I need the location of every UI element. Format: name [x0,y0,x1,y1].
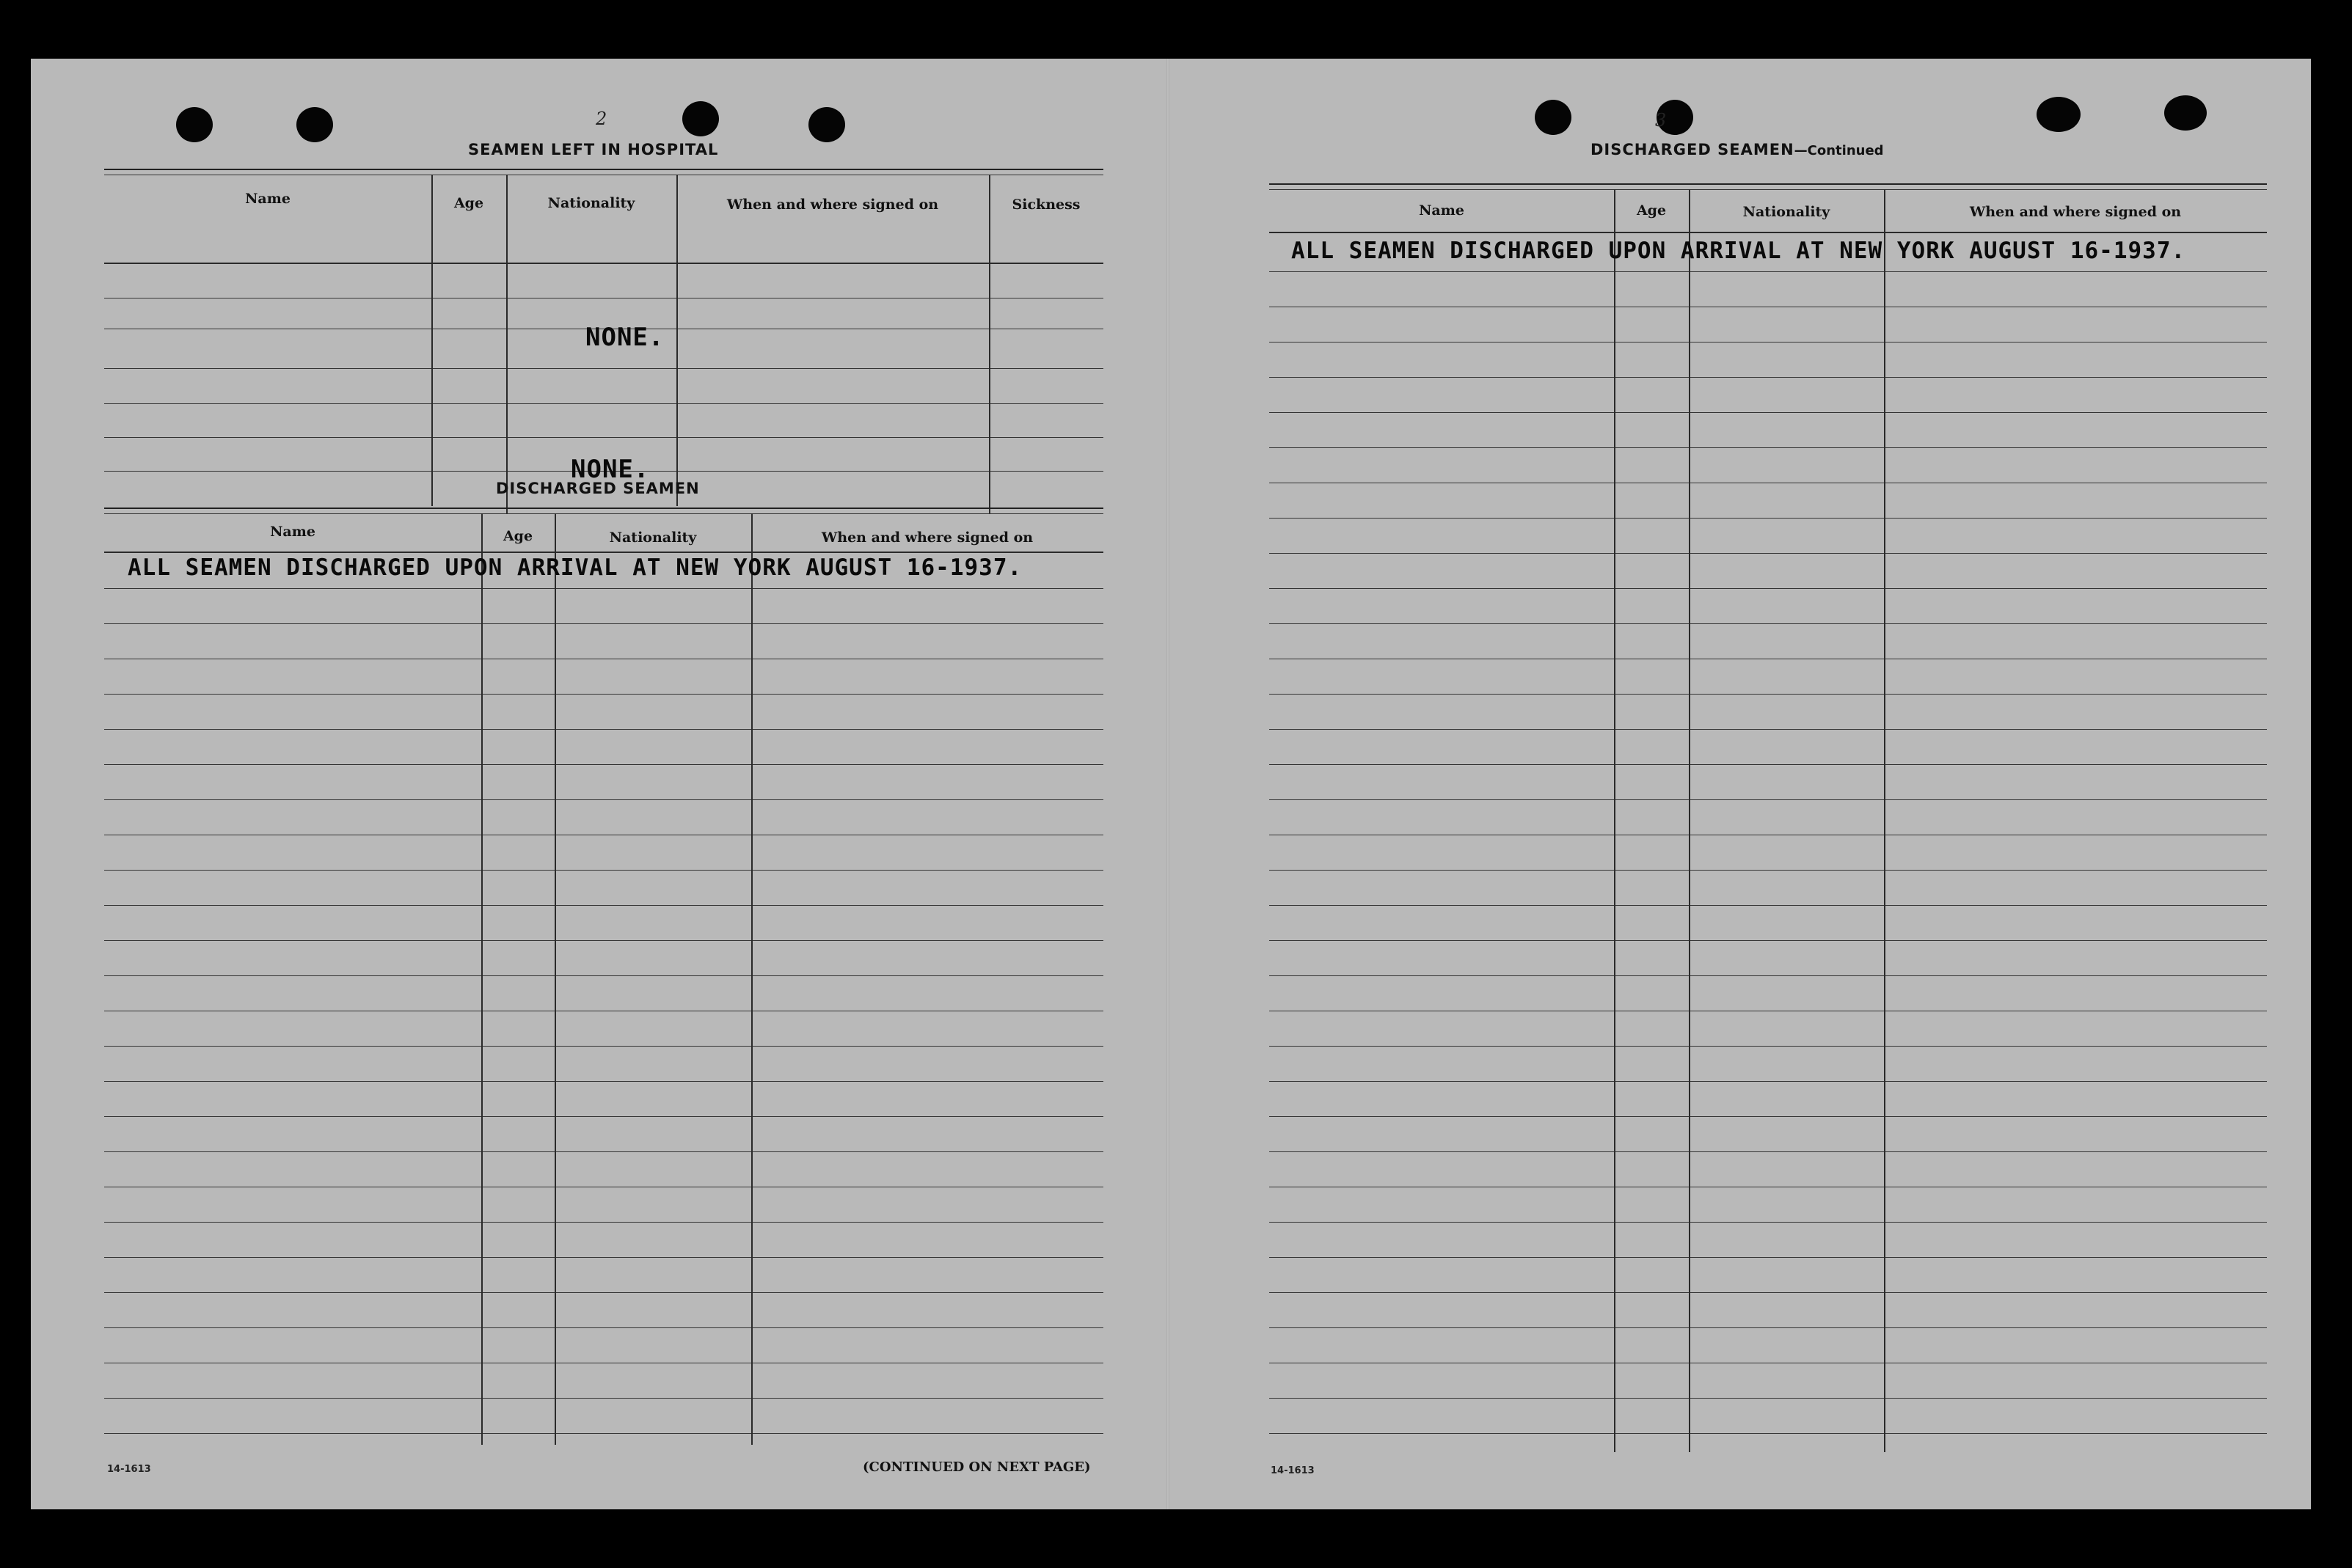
discharged-table-left [104,508,1103,1461]
discharged-continued-title [1590,141,1884,158]
column-header-signed-on: When and where signed on [726,197,939,213]
column-header-name: Name [245,191,291,207]
title-suffix: —Continued [1794,143,1884,158]
form-number: 14-1613 [107,1464,151,1475]
continued-note: (CONTINUED ON NEXT PAGE) [863,1459,1091,1475]
title-text: DISCHARGED SEAMEN [1590,141,1794,158]
discharged-entry: ALL SEAMEN DISCHARGED UPON ARRIVAL AT NEW YORK AUGUST 16-1937. [1291,238,2186,264]
column-header-age: Age [453,195,484,211]
page-number: 2 [596,109,607,129]
page-number: 3 [1655,110,1667,131]
right-page [1169,59,2311,1509]
column-header-nationality: Nationality [547,195,635,211]
hospital-table [104,169,1103,515]
discharged-section-title: DISCHARGED SEAMEN [496,480,700,497]
column-header-age: Age [1636,202,1667,219]
hospital-section-title: SEAMEN LEFT IN HOSPITAL [468,141,719,158]
column-header-nationality: Nationality [1742,204,1830,220]
column-header-nationality: Nationality [609,530,697,546]
column-header-name: Name [270,524,315,540]
column-header-signed-on: When and where signed on [1969,204,2182,220]
column-header-name: Name [1419,202,1464,219]
form-number: 14-1613 [1271,1465,1315,1476]
left-page [31,59,1166,1509]
column-header-signed-on: When and where signed on [821,530,1034,546]
hospital-entry: NONE. [571,455,650,484]
document-sheet [31,59,2311,1509]
column-header-sickness: Sickness [1012,197,1081,213]
hospital-entry: NONE. [585,323,665,352]
column-header-age: Age [503,528,533,544]
discharged-table-right [1269,183,2267,1467]
discharged-entry: ALL SEAMEN DISCHARGED UPON ARRIVAL AT NEW YORK AUGUST 16-1937. [128,554,1023,581]
